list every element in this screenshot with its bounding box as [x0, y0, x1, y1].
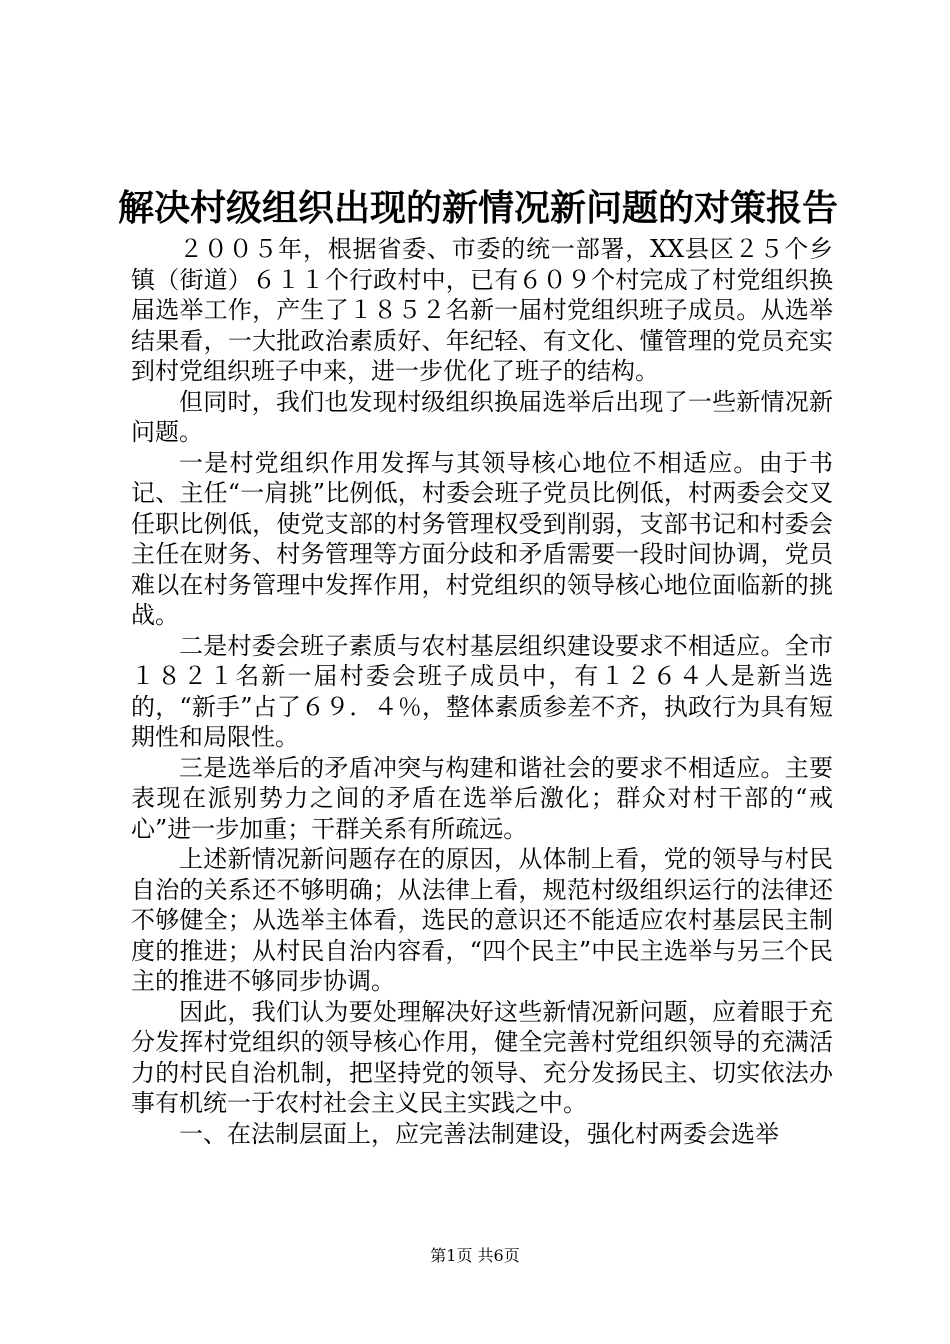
paragraph: 一是村党组织作用发挥与其领导核心地位不相适应。由于书记、主任“一肩挑”比例低，村委会班子党员比例低，村两委会交叉任职比例低，使党支部的村务管理权受到削弱，支部书记和村委会主任在财务、村务管理等方面分歧和矛盾需要一段时间协调，党员难以在村务管理中发挥作用，村党组织的领导核心地位面临新的挑战。 — [131, 448, 833, 629]
paragraph: 上述新情况新问题存在的原因，从体制上看，党的领导与村民自治的关系还不够明确；从法律上看，规范村级组织运行的法律还不够健全；从选举主体看，选民的意识还不能适应农村基层民主制度的推进；从村民自治内容看，“四个民主”中民主选举与另三个民主的推进不够同步协调。 — [131, 845, 833, 995]
paragraph: 因此，我们认为要处理解决好这些新情况新问题，应着眼于充分发挥村党组织的领导核心作用，健全完善村党组织领导的充满活力的村民自治机制，把坚持党的领导、充分发扬民主、切实依法办事有机统一于农村社会主义民主实践之中。 — [131, 997, 833, 1117]
paragraph: ２００５年，根据省委、市委的统一部署，XX县区２５个乡镇（街道）６１１个行政村中，已有６０９个村完成了村党组织换届选举工作，产生了１８５２名新一届村党组织班子成员。从选举结果看，一大批政治素质好、年纪轻、有文化、懂管理的党员充实到村党组织班子中来，进一步优化了班子的结构。 — [131, 235, 833, 385]
page-number-footer: 第1页 共6页 — [430, 1246, 520, 1265]
paragraph: 二是村委会班子素质与农村基层组织建设要求不相适应。全市１８２１名新一届村委会班子成员中，有１２６４人是新当选的，“新手”占了６９．４％，整体素质参差不齐，执政行为具有短期性和局限性。 — [131, 631, 833, 751]
paragraph: 但同时，我们也发现村级组织换届选举后出现了一些新情况新问题。 — [131, 387, 833, 446]
document-title: 解决村级组织出现的新情况新问题的对策报告 — [118, 187, 839, 229]
paragraph: 三是选举后的矛盾冲突与构建和谐社会的要求不相适应。主要表现在派别势力之间的矛盾在选举后激化；群众对村干部的“戒心”进一步加重；干群关系有所疏远。 — [131, 753, 833, 843]
document-body — [131, 234, 833, 1149]
paragraph: 一、在法制层面上，应完善法制建设，强化村两委会选举 — [179, 1119, 779, 1148]
